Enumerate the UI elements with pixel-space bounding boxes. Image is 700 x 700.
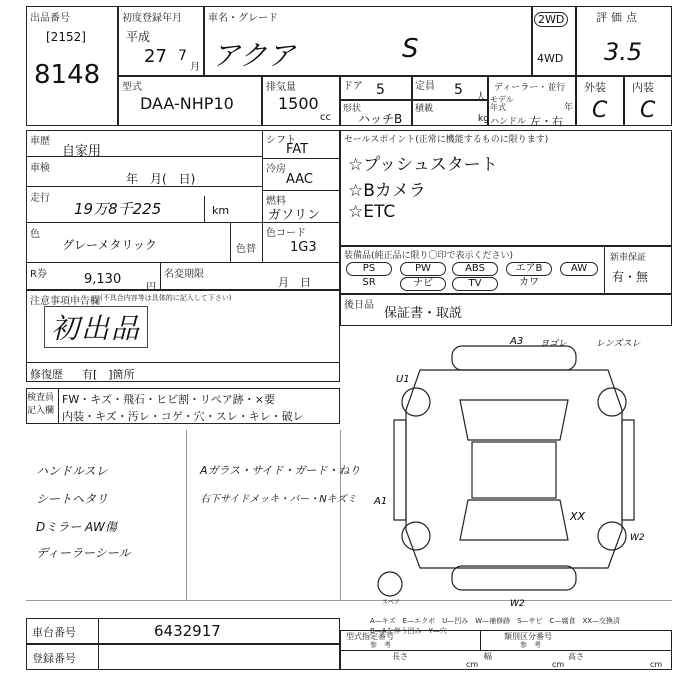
drive-2wd: 2WD xyxy=(534,12,568,27)
warranty-label: 新車保証 xyxy=(610,253,647,263)
capacity-label: 定員 xyxy=(415,81,435,92)
color-label: 色 xyxy=(30,229,40,240)
score-label: 評価点 xyxy=(596,11,641,24)
name-change-unit: 月 日 xyxy=(278,276,311,289)
model: DAA-NHP10 xyxy=(140,94,234,113)
lot-code: [2152] xyxy=(46,30,86,44)
lot-label: 出品番号 xyxy=(30,13,70,24)
equipment-label: 装備品(純正品に限り〇印で表示ください) xyxy=(344,251,514,261)
shift-label: シフト xyxy=(266,135,296,146)
capacity: 5 xyxy=(454,82,463,98)
equip-airbag: エアB xyxy=(506,262,552,276)
capacity-unit: 人 xyxy=(476,92,486,103)
selling-points-label: セールスポイント(正常に機能するものに限ります) xyxy=(344,135,549,145)
doors-label: ドア xyxy=(343,81,363,92)
type-cert-label: 型式指定番号 xyxy=(346,632,394,641)
legend-line1: A—キズ E—エクボ U—凹み W—補修跡 S—サビ C—腐食 XX—交換済 xyxy=(370,617,621,625)
legend-line2: B—Aを伴う凹み Y—穴 xyxy=(370,627,447,635)
inspection-note-3: Dミラー AW傷 xyxy=(36,520,117,534)
equip-abs: ABS xyxy=(452,262,498,276)
chassis-label: 車台番号 xyxy=(32,626,76,639)
displacement: 1500 xyxy=(278,94,319,113)
documents-value: 保証書・取説 xyxy=(384,306,463,321)
mileage-unit: km xyxy=(212,204,230,217)
cm-1: cm xyxy=(466,660,479,669)
length-label: 長さ xyxy=(392,652,408,661)
equip-leather: カワ xyxy=(519,277,539,288)
notes-label: 注意事項申告欄 xyxy=(30,296,100,307)
repaint-label: 色替 xyxy=(236,244,256,255)
reg-month: 7 xyxy=(178,48,187,64)
selling-point-3: ☆ETC xyxy=(348,202,396,222)
mark-a3: A3 xyxy=(510,336,524,347)
equip-sr: SR xyxy=(362,277,376,288)
ac: AAC xyxy=(286,172,313,187)
usage: 自家用 xyxy=(62,144,102,159)
loading-label: 積載 xyxy=(415,104,434,114)
recycle-label: R券 xyxy=(30,269,47,280)
reg-month-unit: 月 xyxy=(190,62,200,73)
car-name: アクア xyxy=(212,39,296,72)
interior-grade: C xyxy=(640,98,656,123)
equip-navi: ナビ xyxy=(400,277,446,291)
car-diagram xyxy=(360,330,670,610)
width-label: 幅 xyxy=(484,652,492,661)
chassis-number: 6432917 xyxy=(154,622,221,640)
color-code-label: 色コード xyxy=(266,228,306,239)
equip-ps: PS xyxy=(346,262,392,276)
inspection-line1: FW・キズ・飛石・ヒビ割・リペア跡・×要 xyxy=(62,393,275,406)
doors: 5 xyxy=(376,82,385,98)
recycle: 9,130 xyxy=(84,272,122,287)
handle-label: ハンドル xyxy=(490,117,527,127)
mileage-label: 走行 xyxy=(30,193,50,204)
repair-history-value: 有[ ]箇所 xyxy=(82,368,135,381)
color-code: 1G3 xyxy=(290,240,317,255)
fuel: ガソリン xyxy=(268,208,321,223)
equip-tv: TV xyxy=(452,277,498,291)
inspection-value: 年 月( 日) xyxy=(126,172,196,186)
dealer-label: ディーラー・並行 xyxy=(494,83,566,93)
class-label: 類別区分番号 xyxy=(504,632,552,641)
inspection-note-2: シートヘタリ xyxy=(36,492,109,506)
spare-label: スペア xyxy=(382,599,401,606)
displacement-unit: cc xyxy=(320,112,331,123)
handle: 左・右 xyxy=(530,115,563,128)
lot-number: 8148 xyxy=(34,60,101,90)
inspection-label: 車検 xyxy=(30,163,50,174)
loading-unit: kg xyxy=(478,114,489,124)
cm-3: cm xyxy=(650,660,663,669)
documents-label: 後日品 xyxy=(344,300,374,311)
mark-u1: U1 xyxy=(396,374,410,385)
cm-2: cm xyxy=(552,660,565,669)
exterior-grade: C xyxy=(592,98,608,123)
model-year-unit: 年 xyxy=(564,103,574,113)
color: グレーメタリック xyxy=(62,238,157,252)
selling-point-1: ☆プッシュスタート xyxy=(348,155,498,175)
recycle-unit: 円 xyxy=(146,282,156,293)
model-year-label: モデル年式 xyxy=(490,95,514,112)
inspection-note-4: ディーラーシール xyxy=(36,546,131,560)
height-label: 高さ xyxy=(568,652,584,661)
mark-w2-bottom: W2 xyxy=(510,599,525,609)
inspection-note-6: 右下サイドメッキ・バー・Nキズミ xyxy=(200,494,357,505)
equip-pw: PW xyxy=(400,262,446,276)
mark-w2-right: W2 xyxy=(630,533,645,543)
model-label: 型式 xyxy=(122,82,142,93)
shape-label: 形状 xyxy=(343,104,362,114)
name-change-label: 名変期限 xyxy=(164,269,204,280)
inspection-note-1: ハンドルスレ xyxy=(36,464,108,478)
mark-xx: XX xyxy=(570,510,586,523)
inspection-label: 検査員記入欄 xyxy=(27,393,55,416)
car-name-label: 車名・グレード xyxy=(208,13,278,24)
registration-label: 登録番号 xyxy=(32,652,76,665)
exterior-label: 外装 xyxy=(584,81,606,94)
usage-label: 車歴 xyxy=(30,136,50,147)
shift: FAT xyxy=(286,142,309,157)
first-reg-label: 初度登録年月 xyxy=(122,13,182,24)
equip-aw: AW xyxy=(560,262,598,276)
mileage: 19万8千225 xyxy=(74,200,162,218)
era: 平成 xyxy=(126,30,151,44)
mark-dirt: ヨゴレ xyxy=(540,339,568,349)
selling-point-2: ☆Bカメラ xyxy=(348,181,426,201)
grade: S xyxy=(402,34,419,64)
inspection-line2: 内装・キズ・汚レ・コゲ・穴・スレ・キレ・破レ xyxy=(62,410,304,423)
fuel-label: 燃料 xyxy=(266,196,286,207)
note-label-1: 参 考 xyxy=(370,641,391,649)
mark-a1: A1 xyxy=(374,496,388,507)
score: 3.5 xyxy=(604,38,643,66)
repair-history-label: 修復歴 xyxy=(30,368,63,381)
note-label-2: 参 考 xyxy=(520,641,541,649)
shape: ハッチB xyxy=(358,112,403,126)
warranty-value: 有・無 xyxy=(612,270,649,284)
drive-4wd: 4WD xyxy=(537,52,564,65)
interior-label: 内装 xyxy=(632,81,654,94)
notes-handwritten: 初出品 xyxy=(44,306,148,348)
notes-sub-label: (不具合内容等は具体的に記入して下さい) xyxy=(100,294,232,302)
inspection-note-5: Aガラス・サイド・ガード・ねり xyxy=(200,464,361,477)
ac-label: 冷房 xyxy=(266,164,286,175)
displacement-label: 排気量 xyxy=(266,82,296,93)
reg-year: 27 xyxy=(144,46,167,67)
mark-lens: レンズスレ xyxy=(596,339,641,349)
